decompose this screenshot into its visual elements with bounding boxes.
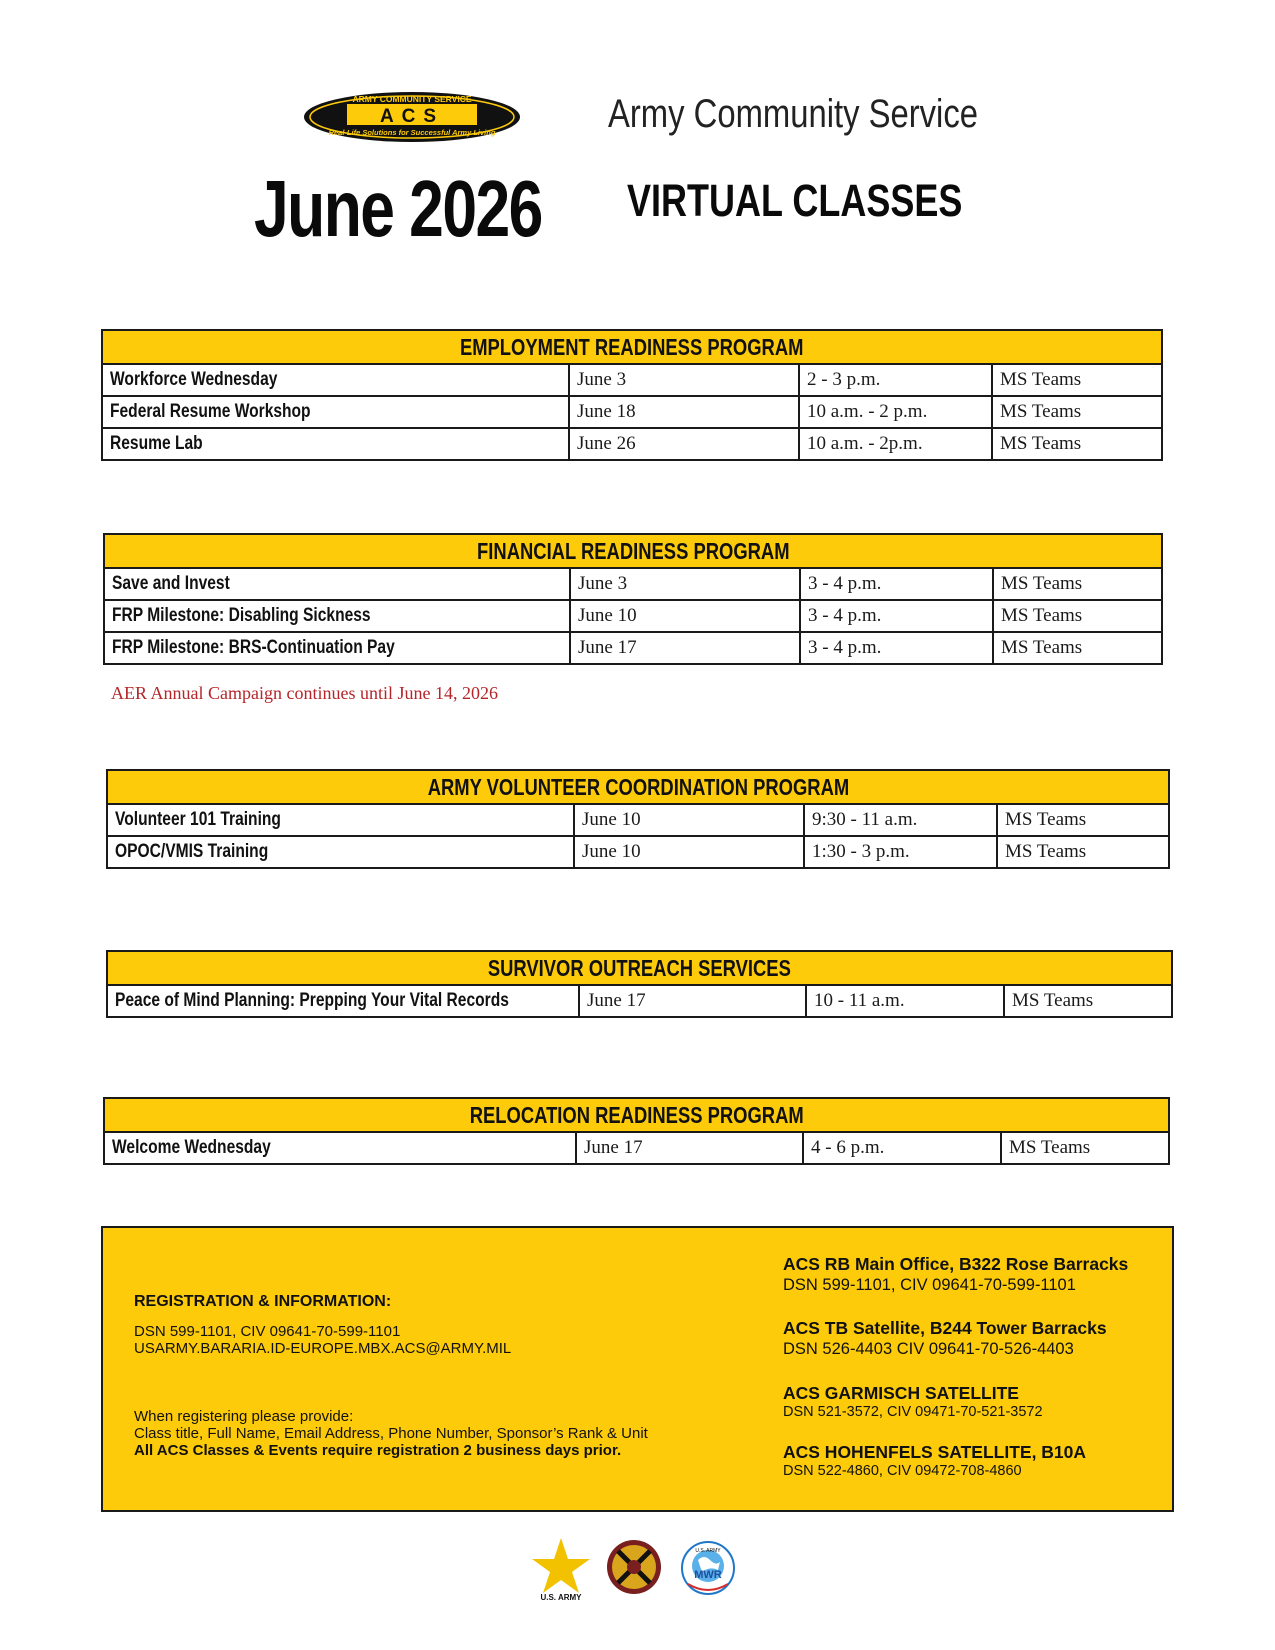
class-title: Workforce Wednesday: [103, 365, 570, 395]
registration-info-box: [101, 1226, 1174, 1512]
class-date: June 10: [575, 805, 805, 835]
class-title: Welcome Wednesday: [105, 1133, 577, 1163]
class-time: 2 - 3 p.m.: [800, 365, 993, 395]
acs-logo: [303, 91, 521, 143]
svg-text:ARMY COMMUNITY SERVICE: ARMY COMMUNITY SERVICE: [352, 94, 472, 104]
class-title: Save and Invest: [105, 569, 571, 599]
class-title: Volunteer 101 Training: [108, 805, 575, 835]
table-row: [108, 986, 1171, 1016]
class-title: Federal Resume Workshop: [103, 397, 570, 427]
class-title: Resume Lab: [103, 429, 570, 459]
class-time: 9:30 - 11 a.m.: [805, 805, 998, 835]
office-garmisch-name: ACS GARMISCH SATELLITE: [783, 1383, 1019, 1403]
class-time: 3 - 4 p.m.: [801, 569, 994, 599]
office-rose-barracks-contact: DSN 599-1101, CIV 09641-70-599-1101: [783, 1276, 1076, 1294]
page-title-month: June 2026: [254, 164, 542, 253]
class-title: OPOC/VMIS Training: [108, 837, 575, 867]
financial-readiness-table: [103, 533, 1163, 665]
class-date: June 17: [580, 986, 807, 1016]
class-location: MS Teams: [1009, 1137, 1091, 1158]
class-date: June 18: [570, 397, 800, 427]
program-header: FINANCIAL READINESS PROGRAM: [105, 535, 1161, 569]
table-row: [105, 601, 1161, 633]
class-location: MS Teams: [1005, 841, 1087, 862]
table-row: [108, 837, 1168, 867]
table-row: [103, 429, 1161, 459]
table-row: [105, 633, 1161, 663]
class-location: MS Teams: [1001, 573, 1083, 594]
volunteer-coordination-table: [106, 769, 1170, 869]
office-tower-barracks-contact: DSN 526-4403 CIV 09641-70-526-4403: [783, 1340, 1074, 1358]
svg-text:MWR: MWR: [694, 1569, 722, 1581]
office-garmisch-contact: DSN 521-3572, CIV 09471-70-521-3572: [783, 1404, 1043, 1420]
table-row: [105, 1133, 1168, 1163]
mwr-logo: [680, 1540, 736, 1596]
class-location: MS Teams: [1000, 369, 1082, 390]
program-header: ARMY VOLUNTEER COORDINATION PROGRAM: [108, 771, 1168, 805]
program-header: EMPLOYMENT READINESS PROGRAM: [103, 331, 1161, 365]
relocation-readiness-table: [103, 1097, 1170, 1165]
program-header: RELOCATION READINESS PROGRAM: [105, 1099, 1168, 1133]
class-date: June 26: [570, 429, 800, 459]
class-date: June 10: [571, 601, 801, 631]
class-date: June 10: [575, 837, 805, 867]
class-date: June 17: [571, 633, 801, 663]
class-location: MS Teams: [1000, 433, 1082, 454]
page-subtitle: VIRTUAL CLASSES: [627, 175, 963, 226]
org-title: Army Community Service: [608, 92, 978, 136]
survivor-outreach-table: [106, 950, 1173, 1018]
table-row: [103, 397, 1161, 429]
class-date: June 17: [577, 1133, 804, 1163]
office-tower-barracks-name: ACS TB Satellite, B244 Tower Barracks: [783, 1318, 1107, 1338]
office-hohenfels-contact: DSN 522-4860, CIV 09472-708-4860: [783, 1463, 1022, 1479]
class-time: 3 - 4 p.m.: [801, 601, 994, 631]
class-location: MS Teams: [1012, 990, 1094, 1011]
class-time: 10 a.m. - 2p.m.: [800, 429, 993, 459]
employment-readiness-table: [101, 329, 1163, 461]
table-row: [105, 569, 1161, 601]
office-hohenfels-name: ACS HOHENFELS SATELLITE, B10A: [783, 1442, 1087, 1462]
svg-text:U.S. ARMY: U.S. ARMY: [695, 1548, 721, 1554]
class-time: 10 - 11 a.m.: [807, 986, 1005, 1016]
registration-requirement: All ACS Classes & Events require registration 2 business days prior.: [134, 1442, 622, 1459]
class-time: 3 - 4 p.m.: [801, 633, 994, 663]
office-rose-barracks-name: ACS RB Main Office, B322 Rose Barracks: [783, 1254, 1129, 1274]
class-title: FRP Milestone: Disabling Sickness: [105, 601, 571, 631]
registration-provide-items: Class title, Full Name, Email Address, Phone Number, Sponsor’s Rank & Unit: [134, 1425, 648, 1442]
aer-campaign-note: AER Annual Campaign continues until June 14, 2026: [111, 683, 498, 703]
class-title: Peace of Mind Planning: Prepping Your Vital Records: [108, 986, 580, 1016]
class-time: 10 a.m. - 2 p.m.: [800, 397, 993, 427]
class-location: MS Teams: [1000, 401, 1082, 422]
svg-text:U.S. ARMY: U.S. ARMY: [540, 1593, 582, 1600]
class-location: MS Teams: [1001, 637, 1083, 658]
svg-text:ACS: ACS: [379, 106, 445, 127]
class-title: FRP Milestone: BRS-Continuation Pay: [105, 633, 571, 663]
svg-text:Real-Life Solutions for Succes: Real-Life Solutions for Successful Army Living: [328, 128, 496, 137]
registration-phone: DSN 599-1101, CIV 09641-70-599-1101: [134, 1323, 401, 1340]
program-header: SURVIVOR OUTREACH SERVICES: [108, 952, 1171, 986]
class-location: MS Teams: [1001, 605, 1083, 626]
registration-provide-intro: When registering please provide:: [134, 1408, 354, 1425]
us-army-star-logo: [530, 1536, 592, 1600]
registration-email[interactable]: USARMY.BARARIA.ID-EUROPE.MBX.ACS@ARMY.MIL: [134, 1340, 512, 1357]
class-date: June 3: [570, 365, 800, 395]
class-location: MS Teams: [1005, 809, 1087, 830]
class-time: 4 - 6 p.m.: [804, 1133, 1002, 1163]
installation-crest-icon: [605, 1538, 663, 1598]
class-date: June 3: [571, 569, 801, 599]
registration-heading: REGISTRATION & INFORMATION:: [134, 1293, 392, 1310]
table-row: [103, 365, 1161, 397]
table-row: [108, 805, 1168, 837]
class-time: 1:30 - 3 p.m.: [805, 837, 998, 867]
